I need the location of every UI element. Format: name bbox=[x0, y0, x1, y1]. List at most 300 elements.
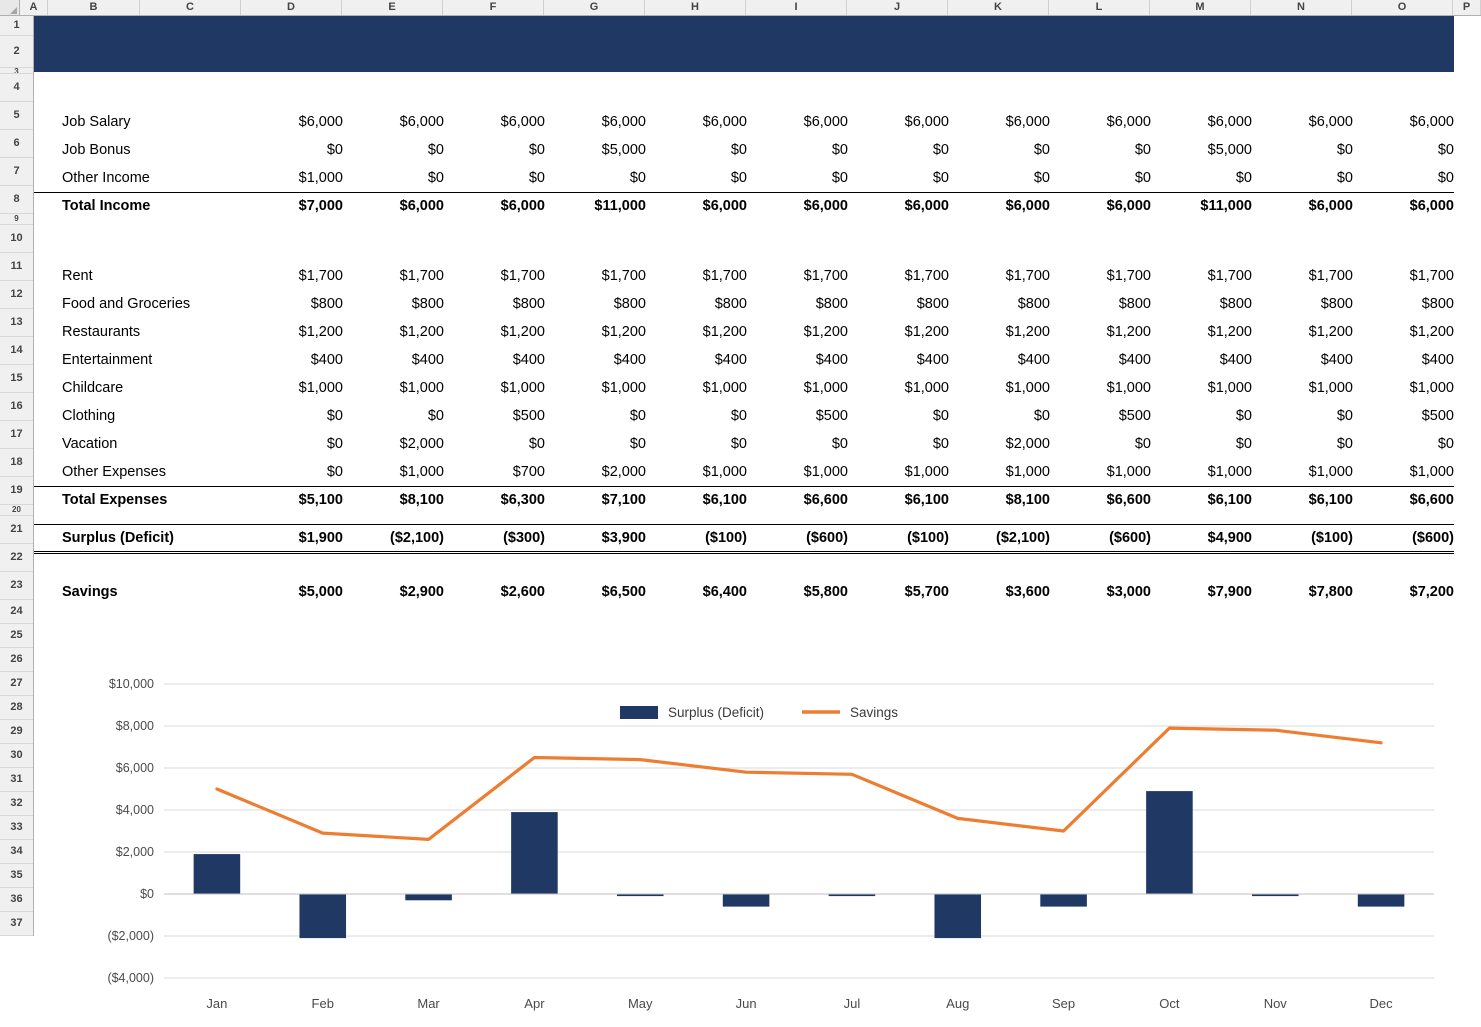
row-clothing-jan[interactable]: $0 bbox=[326, 408, 343, 424]
row-childcare-nov[interactable]: $1,000 bbox=[1308, 380, 1353, 396]
row-childcare-feb[interactable]: $1,000 bbox=[399, 380, 444, 396]
row-header-35[interactable]: 35 bbox=[0, 864, 33, 888]
row-entertainment-aug[interactable]: $400 bbox=[1017, 352, 1050, 368]
row-other-income-nov[interactable]: $0 bbox=[1336, 169, 1353, 186]
row-vacation-feb[interactable]: $2,000 bbox=[399, 436, 444, 452]
row-rent-dec[interactable]: $1,700 bbox=[1409, 268, 1454, 284]
month-header-jun[interactable] bbox=[747, 44, 848, 72]
cell-a[interactable] bbox=[34, 136, 62, 164]
row-savings-feb[interactable]: $2,900 bbox=[399, 584, 444, 600]
row-restaurants-aug[interactable]: $1,200 bbox=[1005, 324, 1050, 340]
row-header-14[interactable]: 14 bbox=[0, 337, 33, 365]
row-other-expenses-jul[interactable]: $1,000 bbox=[904, 463, 949, 480]
row-job-bonus-may[interactable]: $0 bbox=[730, 142, 747, 158]
row-clothing-nov[interactable]: $0 bbox=[1336, 408, 1353, 424]
row-rent-sep[interactable]: $1,700 bbox=[1106, 268, 1151, 284]
row-surplus-deficit-nov[interactable]: ($100) bbox=[1252, 524, 1353, 552]
row-other-income-may[interactable]: $0 bbox=[730, 169, 747, 186]
row-job-bonus-aug[interactable]: $0 bbox=[1033, 142, 1050, 158]
row-header-3[interactable]: 3 bbox=[0, 68, 33, 74]
cell-a[interactable] bbox=[34, 290, 62, 318]
row-entertainment-mar[interactable]: $400 bbox=[512, 352, 545, 368]
row-savings-nov[interactable]: $7,800 bbox=[1308, 584, 1353, 600]
row-other-expenses-jun[interactable]: $1,000 bbox=[803, 463, 848, 480]
row-total-income-oct[interactable]: $11,000 bbox=[1151, 192, 1252, 220]
row-total-income-may[interactable]: $6,000 bbox=[646, 192, 747, 220]
row-vacation-jul[interactable]: $0 bbox=[932, 436, 949, 452]
row-rent-feb[interactable]: $1,700 bbox=[399, 268, 444, 284]
row-other-expenses-jan[interactable]: $0 bbox=[326, 463, 343, 480]
row-childcare-mar[interactable]: $1,000 bbox=[500, 380, 545, 396]
row-total-income-nov[interactable]: $6,000 bbox=[1252, 192, 1353, 220]
row-header-8[interactable]: 8 bbox=[0, 186, 33, 214]
row-total-expenses-mar[interactable]: $6,300 bbox=[444, 486, 545, 514]
row-total-income-apr[interactable]: $11,000 bbox=[545, 192, 646, 220]
row-header-5[interactable]: 5 bbox=[0, 102, 33, 130]
cell-a[interactable] bbox=[34, 402, 62, 430]
row-job-salary-sep[interactable]: $6,000 bbox=[1106, 114, 1151, 130]
row-job-bonus-oct[interactable]: $5,000 bbox=[1207, 142, 1252, 158]
row-restaurants-jun[interactable]: $1,200 bbox=[803, 324, 848, 340]
row-header-31[interactable]: 31 bbox=[0, 768, 33, 792]
row-rent-apr[interactable]: $1,700 bbox=[601, 268, 646, 284]
row-savings-label[interactable]: Savings bbox=[62, 584, 118, 600]
month-header-mar[interactable] bbox=[444, 44, 545, 72]
row-job-bonus-apr[interactable]: $5,000 bbox=[601, 142, 646, 158]
row-restaurants-label[interactable]: Restaurants bbox=[62, 324, 141, 340]
row-food-and-groceries-jan[interactable]: $800 bbox=[310, 296, 343, 312]
row-clothing-mar[interactable]: $500 bbox=[512, 408, 545, 424]
row-clothing-apr[interactable]: $0 bbox=[629, 408, 646, 424]
row-total-income-label[interactable]: Total Income bbox=[62, 192, 242, 220]
row-surplus-deficit-mar[interactable]: ($300) bbox=[444, 524, 545, 552]
month-header-jan[interactable] bbox=[242, 44, 343, 72]
row-other-expenses-label[interactable]: Other Expenses bbox=[62, 463, 166, 480]
row-surplus-deficit-jun[interactable]: ($600) bbox=[747, 524, 848, 552]
row-vacation-label[interactable]: Vacation bbox=[62, 436, 118, 452]
row-childcare-label[interactable]: Childcare bbox=[62, 380, 124, 396]
row-vacation-mar[interactable]: $0 bbox=[528, 436, 545, 452]
row-rent-jun[interactable]: $1,700 bbox=[803, 268, 848, 284]
month-header-may[interactable] bbox=[646, 44, 747, 72]
row-other-income-sep[interactable]: $0 bbox=[1134, 169, 1151, 186]
row-food-and-groceries-apr[interactable]: $800 bbox=[613, 296, 646, 312]
row-vacation-apr[interactable]: $0 bbox=[629, 436, 646, 452]
month-header-blank[interactable] bbox=[62, 44, 242, 72]
row-food-and-groceries-sep[interactable]: $800 bbox=[1118, 296, 1151, 312]
row-job-bonus-sep[interactable]: $0 bbox=[1134, 142, 1151, 158]
row-header-7[interactable]: 7 bbox=[0, 158, 33, 186]
row-childcare-jun[interactable]: $1,000 bbox=[803, 380, 848, 396]
column-header-G[interactable]: G bbox=[544, 0, 645, 15]
row-header-6[interactable]: 6 bbox=[0, 130, 33, 158]
row-total-income-jan[interactable]: $7,000 bbox=[242, 192, 343, 220]
row-other-income-oct[interactable]: $0 bbox=[1235, 169, 1252, 186]
row-job-bonus-nov[interactable]: $0 bbox=[1336, 142, 1353, 158]
row-childcare-dec[interactable]: $1,000 bbox=[1409, 380, 1454, 396]
row-job-bonus-mar[interactable]: $0 bbox=[528, 142, 545, 158]
row-job-salary-apr[interactable]: $6,000 bbox=[601, 114, 646, 130]
row-header-16[interactable]: 16 bbox=[0, 393, 33, 421]
row-total-income-dec[interactable]: $6,000 bbox=[1353, 192, 1454, 220]
row-header-21[interactable]: 21 bbox=[0, 516, 33, 544]
row-total-income-mar[interactable]: $6,000 bbox=[444, 192, 545, 220]
row-total-expenses-jan[interactable]: $5,100 bbox=[242, 486, 343, 514]
row-restaurants-mar[interactable]: $1,200 bbox=[500, 324, 545, 340]
row-header-15[interactable]: 15 bbox=[0, 365, 33, 393]
row-total-income bbox=[34, 192, 1454, 220]
row-job-bonus-jul[interactable]: $0 bbox=[932, 142, 949, 158]
row-header-10[interactable]: 10 bbox=[0, 225, 33, 253]
row-header-17[interactable]: 17 bbox=[0, 421, 33, 449]
row-job-salary-aug[interactable]: $6,000 bbox=[1005, 114, 1050, 130]
month-header-dec[interactable] bbox=[1353, 44, 1454, 72]
row-job-salary-feb[interactable]: $6,000 bbox=[399, 114, 444, 130]
row-other-expenses-nov[interactable]: $1,000 bbox=[1308, 463, 1353, 480]
row-savings-may[interactable]: $6,400 bbox=[702, 584, 747, 600]
row-clothing-jul[interactable]: $0 bbox=[932, 408, 949, 424]
row-food-and-groceries-jul[interactable]: $800 bbox=[916, 296, 949, 312]
row-job-bonus-jan[interactable]: $0 bbox=[326, 142, 343, 158]
row-restaurants-dec[interactable]: $1,200 bbox=[1409, 324, 1454, 340]
row-header-18[interactable]: 18 bbox=[0, 449, 33, 477]
row-header-1[interactable]: 1 bbox=[0, 16, 33, 36]
row-vacation-aug[interactable]: $2,000 bbox=[1005, 436, 1050, 452]
month-header-sep[interactable] bbox=[1050, 44, 1151, 72]
row-other-expenses-aug[interactable]: $1,000 bbox=[1005, 463, 1050, 480]
row-header-30[interactable]: 30 bbox=[0, 744, 33, 768]
bar-aug[interactable] bbox=[934, 894, 981, 938]
row-job-salary-mar[interactable]: $6,000 bbox=[500, 114, 545, 130]
row-restaurants-feb[interactable]: $1,200 bbox=[399, 324, 444, 340]
row-surplus-deficit-aug[interactable]: ($2,100) bbox=[949, 524, 1050, 552]
row-other-income-aug[interactable]: $0 bbox=[1033, 169, 1050, 186]
row-entertainment-feb[interactable]: $400 bbox=[411, 352, 444, 368]
bar-dec[interactable] bbox=[1358, 894, 1405, 907]
row-food-and-groceries-oct[interactable]: $800 bbox=[1219, 296, 1252, 312]
bar-mar[interactable] bbox=[405, 894, 452, 900]
column-header-B[interactable]: B bbox=[48, 0, 140, 15]
row-rent-may[interactable]: $1,700 bbox=[702, 268, 747, 284]
row-header-37[interactable]: 37 bbox=[0, 912, 33, 936]
row-job-salary-jan[interactable]: $6,000 bbox=[298, 114, 343, 130]
row-childcare-may[interactable]: $1,000 bbox=[702, 380, 747, 396]
row-clothing-aug[interactable]: $0 bbox=[1033, 408, 1050, 424]
row-total-expenses-apr[interactable]: $7,100 bbox=[545, 486, 646, 514]
column-header-J[interactable]: J bbox=[847, 0, 948, 15]
row-header-20[interactable]: 20 bbox=[0, 505, 33, 516]
row-job-salary-jul[interactable]: $6,000 bbox=[904, 114, 949, 130]
row-childcare-jan[interactable]: $1,000 bbox=[298, 380, 343, 396]
cell-a[interactable] bbox=[34, 16, 62, 44]
cell-a[interactable] bbox=[34, 430, 62, 458]
cell-a[interactable] bbox=[34, 192, 62, 220]
column-header-K[interactable]: K bbox=[948, 0, 1049, 15]
row-food-and-groceries-nov[interactable]: $800 bbox=[1320, 296, 1353, 312]
row-food-and-groceries-label[interactable]: Food and Groceries bbox=[62, 296, 191, 312]
row-header-22[interactable]: 22 bbox=[0, 544, 33, 572]
row-total-expenses-jul[interactable]: $6,100 bbox=[848, 486, 949, 514]
row-other-expenses-dec[interactable]: $1,000 bbox=[1409, 463, 1454, 480]
row-header-36[interactable]: 36 bbox=[0, 888, 33, 912]
row-header-27[interactable]: 27 bbox=[0, 672, 33, 696]
expenses-header-label[interactable] bbox=[62, 234, 1454, 262]
row-rent-nov[interactable]: $1,700 bbox=[1308, 268, 1353, 284]
cell-a[interactable] bbox=[34, 80, 62, 108]
row-clothing-dec[interactable]: $500 bbox=[1421, 408, 1454, 424]
row-header-29[interactable]: 29 bbox=[0, 720, 33, 744]
row-restaurants-nov[interactable]: $1,200 bbox=[1308, 324, 1353, 340]
row-restaurants-jan[interactable]: $1,200 bbox=[298, 324, 343, 340]
row-entertainment-may[interactable]: $400 bbox=[714, 352, 747, 368]
row-total-income-jul[interactable]: $6,000 bbox=[848, 192, 949, 220]
cell-a[interactable] bbox=[34, 458, 62, 486]
row-clothing-sep[interactable]: $500 bbox=[1118, 408, 1151, 424]
row-savings-mar[interactable]: $2,600 bbox=[500, 584, 545, 600]
row-header-28[interactable]: 28 bbox=[0, 696, 33, 720]
cell-a[interactable] bbox=[34, 234, 62, 262]
row-entertainment-jan[interactable]: $400 bbox=[310, 352, 343, 368]
row-savings-jun[interactable]: $5,800 bbox=[803, 584, 848, 600]
row-total-expenses-nov[interactable]: $6,100 bbox=[1252, 486, 1353, 514]
row-vacation-sep[interactable]: $0 bbox=[1134, 436, 1151, 452]
row-header-32[interactable]: 32 bbox=[0, 792, 33, 816]
bar-jan[interactable] bbox=[194, 854, 241, 894]
row-job-bonus-jun[interactable]: $0 bbox=[831, 142, 848, 158]
row-rent-jan[interactable]: $1,700 bbox=[298, 268, 343, 284]
row-other-expenses-feb[interactable]: $1,000 bbox=[399, 463, 444, 480]
row-savings-apr[interactable]: $6,500 bbox=[601, 584, 646, 600]
row-header-2[interactable]: 2 bbox=[0, 36, 33, 68]
row-entertainment-oct[interactable]: $400 bbox=[1219, 352, 1252, 368]
row-header-34[interactable]: 34 bbox=[0, 840, 33, 864]
column-header-O[interactable]: O bbox=[1352, 0, 1453, 15]
row-header-26[interactable]: 26 bbox=[0, 648, 33, 672]
row-job-salary-nov[interactable]: $6,000 bbox=[1308, 114, 1353, 130]
cell-a[interactable] bbox=[34, 524, 62, 552]
savings-line[interactable] bbox=[217, 728, 1381, 839]
row-savings-sep[interactable]: $3,000 bbox=[1106, 584, 1151, 600]
row-surplus-deficit-dec[interactable]: ($600) bbox=[1353, 524, 1454, 552]
column-header-D[interactable]: D bbox=[241, 0, 342, 15]
row-total-expenses-sep[interactable]: $6,600 bbox=[1050, 486, 1151, 514]
row-other-income-feb[interactable]: $0 bbox=[427, 169, 444, 186]
row-vacation-may[interactable]: $0 bbox=[730, 436, 747, 452]
sheet-title[interactable] bbox=[62, 16, 1454, 44]
cell-a[interactable] bbox=[34, 318, 62, 346]
column-header-P[interactable]: P bbox=[1453, 0, 1481, 15]
row-other-income-label[interactable]: Other Income bbox=[62, 169, 150, 186]
row-vacation-jun[interactable]: $0 bbox=[831, 436, 848, 452]
month-header-nov[interactable] bbox=[1252, 44, 1353, 72]
row-clothing-may[interactable]: $0 bbox=[730, 408, 747, 424]
row-header-24[interactable]: 24 bbox=[0, 600, 33, 624]
row-other-expenses-oct[interactable]: $1,000 bbox=[1207, 463, 1252, 480]
row-job-bonus-dec[interactable]: $0 bbox=[1437, 142, 1454, 158]
row-total-income-feb[interactable]: $6,000 bbox=[343, 192, 444, 220]
row-savings-dec[interactable]: $7,200 bbox=[1409, 584, 1454, 600]
row-total-income-sep[interactable]: $6,000 bbox=[1050, 192, 1151, 220]
select-all-corner[interactable] bbox=[0, 0, 20, 15]
y-axis-label-1: $8,000 bbox=[115, 719, 154, 733]
row-childcare-apr[interactable]: $1,000 bbox=[601, 380, 646, 396]
cell-a[interactable] bbox=[34, 44, 62, 72]
row-other-income-jun[interactable]: $0 bbox=[831, 169, 848, 186]
cell-a[interactable] bbox=[34, 486, 62, 514]
row-other-income-dec[interactable]: $0 bbox=[1437, 169, 1454, 186]
row-savings-jan[interactable]: $5,000 bbox=[298, 584, 343, 600]
row-entertainment-jun[interactable]: $400 bbox=[815, 352, 848, 368]
row-header-13[interactable]: 13 bbox=[0, 309, 33, 337]
row-surplus-deficit-jul[interactable]: ($100) bbox=[848, 524, 949, 552]
column-header-N[interactable]: N bbox=[1251, 0, 1352, 15]
row-surplus-deficit-label[interactable]: Surplus (Deficit) bbox=[62, 524, 242, 552]
row-entertainment-dec[interactable]: $400 bbox=[1421, 352, 1454, 368]
column-header-A[interactable]: A bbox=[20, 0, 48, 15]
row-total-income-aug[interactable]: $6,000 bbox=[949, 192, 1050, 220]
cell-a[interactable] bbox=[34, 108, 62, 136]
month-header-oct[interactable] bbox=[1151, 44, 1252, 72]
row-surplus-deficit-feb[interactable]: ($2,100) bbox=[343, 524, 444, 552]
row-food-and-groceries-may[interactable]: $800 bbox=[714, 296, 747, 312]
row-surplus-deficit-jan[interactable]: $1,900 bbox=[242, 524, 343, 552]
row-surplus-deficit-apr[interactable]: $3,900 bbox=[545, 524, 646, 552]
row-job-bonus-feb[interactable]: $0 bbox=[427, 142, 444, 158]
row-food-and-groceries-jun[interactable]: $800 bbox=[815, 296, 848, 312]
row-childcare-sep[interactable]: $1,000 bbox=[1106, 380, 1151, 396]
bar-oct[interactable] bbox=[1146, 791, 1193, 894]
row-entertainment-jul[interactable]: $400 bbox=[916, 352, 949, 368]
row-rent-aug[interactable]: $1,700 bbox=[1005, 268, 1050, 284]
cell-a[interactable] bbox=[34, 578, 62, 606]
row-other-expenses-mar[interactable]: $700 bbox=[512, 463, 545, 480]
row-other-income-jan[interactable]: $1,000 bbox=[298, 169, 343, 186]
cell-a[interactable] bbox=[34, 346, 62, 374]
row-childcare-oct[interactable]: $1,000 bbox=[1207, 380, 1252, 396]
column-header-M[interactable]: M bbox=[1150, 0, 1251, 15]
cell-a[interactable] bbox=[34, 164, 62, 192]
row-header-12[interactable]: 12 bbox=[0, 281, 33, 309]
bar-jun[interactable] bbox=[723, 894, 770, 907]
row-job-salary-label[interactable]: Job Salary bbox=[62, 114, 131, 130]
row-total-expenses-oct[interactable]: $6,100 bbox=[1151, 486, 1252, 514]
row-food-and-groceries-dec[interactable]: $800 bbox=[1421, 296, 1454, 312]
row-childcare-aug[interactable]: $1,000 bbox=[1005, 380, 1050, 396]
row-header-9[interactable]: 9 bbox=[0, 214, 33, 225]
row-vacation-oct[interactable]: $0 bbox=[1235, 436, 1252, 452]
row-food-and-groceries-mar[interactable]: $800 bbox=[512, 296, 545, 312]
row-entertainment-label[interactable]: Entertainment bbox=[62, 352, 153, 368]
legend-label-surplus: Surplus (Deficit) bbox=[668, 705, 765, 720]
bar-apr[interactable] bbox=[511, 812, 558, 894]
column-header-F[interactable]: F bbox=[443, 0, 544, 15]
row-total-expenses-feb[interactable]: $8,100 bbox=[343, 486, 444, 514]
row-restaurants-apr[interactable]: $1,200 bbox=[601, 324, 646, 340]
row-header-11[interactable]: 11 bbox=[0, 253, 33, 281]
month-header-apr[interactable] bbox=[545, 44, 646, 72]
budget-chart[interactable] bbox=[34, 660, 1454, 1020]
column-header-H[interactable]: H bbox=[645, 0, 746, 15]
income-header-label[interactable] bbox=[62, 80, 1454, 108]
row-job-salary-may[interactable]: $6,000 bbox=[702, 114, 747, 130]
column-header-I[interactable]: I bbox=[746, 0, 847, 15]
row-vacation-jan[interactable]: $0 bbox=[326, 436, 343, 452]
row-surplus-deficit-sep[interactable]: ($600) bbox=[1050, 524, 1151, 552]
row-header-4[interactable]: 4 bbox=[0, 74, 33, 102]
row-vacation-nov[interactable]: $0 bbox=[1336, 436, 1353, 452]
row-savings-aug[interactable]: $3,600 bbox=[1005, 584, 1050, 600]
row-header-33[interactable]: 33 bbox=[0, 816, 33, 840]
spacer-cell bbox=[34, 514, 1454, 524]
row-job-bonus-label[interactable]: Job Bonus bbox=[62, 142, 131, 158]
row-total-expenses-dec[interactable]: $6,600 bbox=[1353, 486, 1454, 514]
row-job-salary-dec[interactable]: $6,000 bbox=[1409, 114, 1454, 130]
row-childcare-jul[interactable]: $1,000 bbox=[904, 380, 949, 396]
row-other-income-jul[interactable]: $0 bbox=[932, 169, 949, 186]
row-other-expenses-sep[interactable]: $1,000 bbox=[1106, 463, 1151, 480]
row-total-expenses-label[interactable]: Total Expenses bbox=[62, 486, 242, 514]
month-header-aug[interactable] bbox=[949, 44, 1050, 72]
row-header-25[interactable]: 25 bbox=[0, 624, 33, 648]
row-other-expenses-may[interactable]: $1,000 bbox=[702, 463, 747, 480]
row-job-salary-jun[interactable]: $6,000 bbox=[803, 114, 848, 130]
row-savings-oct[interactable]: $7,900 bbox=[1207, 584, 1252, 600]
row-restaurants-may[interactable]: $1,200 bbox=[702, 324, 747, 340]
row-restaurants-jul[interactable]: $1,200 bbox=[904, 324, 949, 340]
column-header-C[interactable]: C bbox=[140, 0, 241, 15]
column-header-L[interactable]: L bbox=[1049, 0, 1150, 15]
row-rent-mar[interactable]: $1,700 bbox=[500, 268, 545, 284]
row-vacation-dec[interactable]: $0 bbox=[1437, 436, 1454, 452]
row-restaurants-sep[interactable]: $1,200 bbox=[1106, 324, 1151, 340]
row-job-salary-oct[interactable]: $6,000 bbox=[1207, 114, 1252, 130]
row-entertainment-nov[interactable]: $400 bbox=[1320, 352, 1353, 368]
bar-sep[interactable] bbox=[1040, 894, 1087, 907]
row-clothing-oct[interactable]: $0 bbox=[1235, 408, 1252, 424]
row-clothing-feb[interactable]: $0 bbox=[427, 408, 444, 424]
row-rent-label[interactable]: Rent bbox=[62, 268, 93, 284]
month-header-feb[interactable] bbox=[343, 44, 444, 72]
row-rent-jul[interactable]: $1,700 bbox=[904, 268, 949, 284]
column-header-E[interactable]: E bbox=[342, 0, 443, 15]
row-entertainment-apr[interactable]: $400 bbox=[613, 352, 646, 368]
cell-a[interactable] bbox=[34, 374, 62, 402]
row-total-expenses-aug[interactable]: $8,100 bbox=[949, 486, 1050, 514]
row-header-bar bbox=[0, 16, 34, 936]
row-entertainment-sep[interactable]: $400 bbox=[1118, 352, 1151, 368]
row-other-income-mar[interactable]: $0 bbox=[528, 169, 545, 186]
row-food-and-groceries-aug[interactable]: $800 bbox=[1017, 296, 1050, 312]
row-header-19[interactable]: 19 bbox=[0, 477, 33, 505]
row-surplus-deficit-may[interactable]: ($100) bbox=[646, 524, 747, 552]
row-total-expenses-jun[interactable]: $6,600 bbox=[747, 486, 848, 514]
row-clothing-jun[interactable]: $500 bbox=[815, 408, 848, 424]
month-header-jul[interactable] bbox=[848, 44, 949, 72]
row-savings-jul[interactable]: $5,700 bbox=[904, 584, 949, 600]
row-rent-oct[interactable]: $1,700 bbox=[1207, 268, 1252, 284]
row-total-income-jun[interactable]: $6,000 bbox=[747, 192, 848, 220]
row-other-income-apr[interactable]: $0 bbox=[629, 169, 646, 186]
row-other-expenses-apr[interactable]: $2,000 bbox=[601, 463, 646, 480]
row-header-23[interactable]: 23 bbox=[0, 572, 33, 600]
row-clothing-label[interactable]: Clothing bbox=[62, 408, 116, 424]
row-food-and-groceries-feb[interactable]: $800 bbox=[411, 296, 444, 312]
bar-feb[interactable] bbox=[299, 894, 346, 938]
row-restaurants-oct[interactable]: $1,200 bbox=[1207, 324, 1252, 340]
cell-a[interactable] bbox=[34, 262, 62, 290]
row-surplus-deficit-oct[interactable]: $4,900 bbox=[1151, 524, 1252, 552]
row-total-expenses-may[interactable]: $6,100 bbox=[646, 486, 747, 514]
